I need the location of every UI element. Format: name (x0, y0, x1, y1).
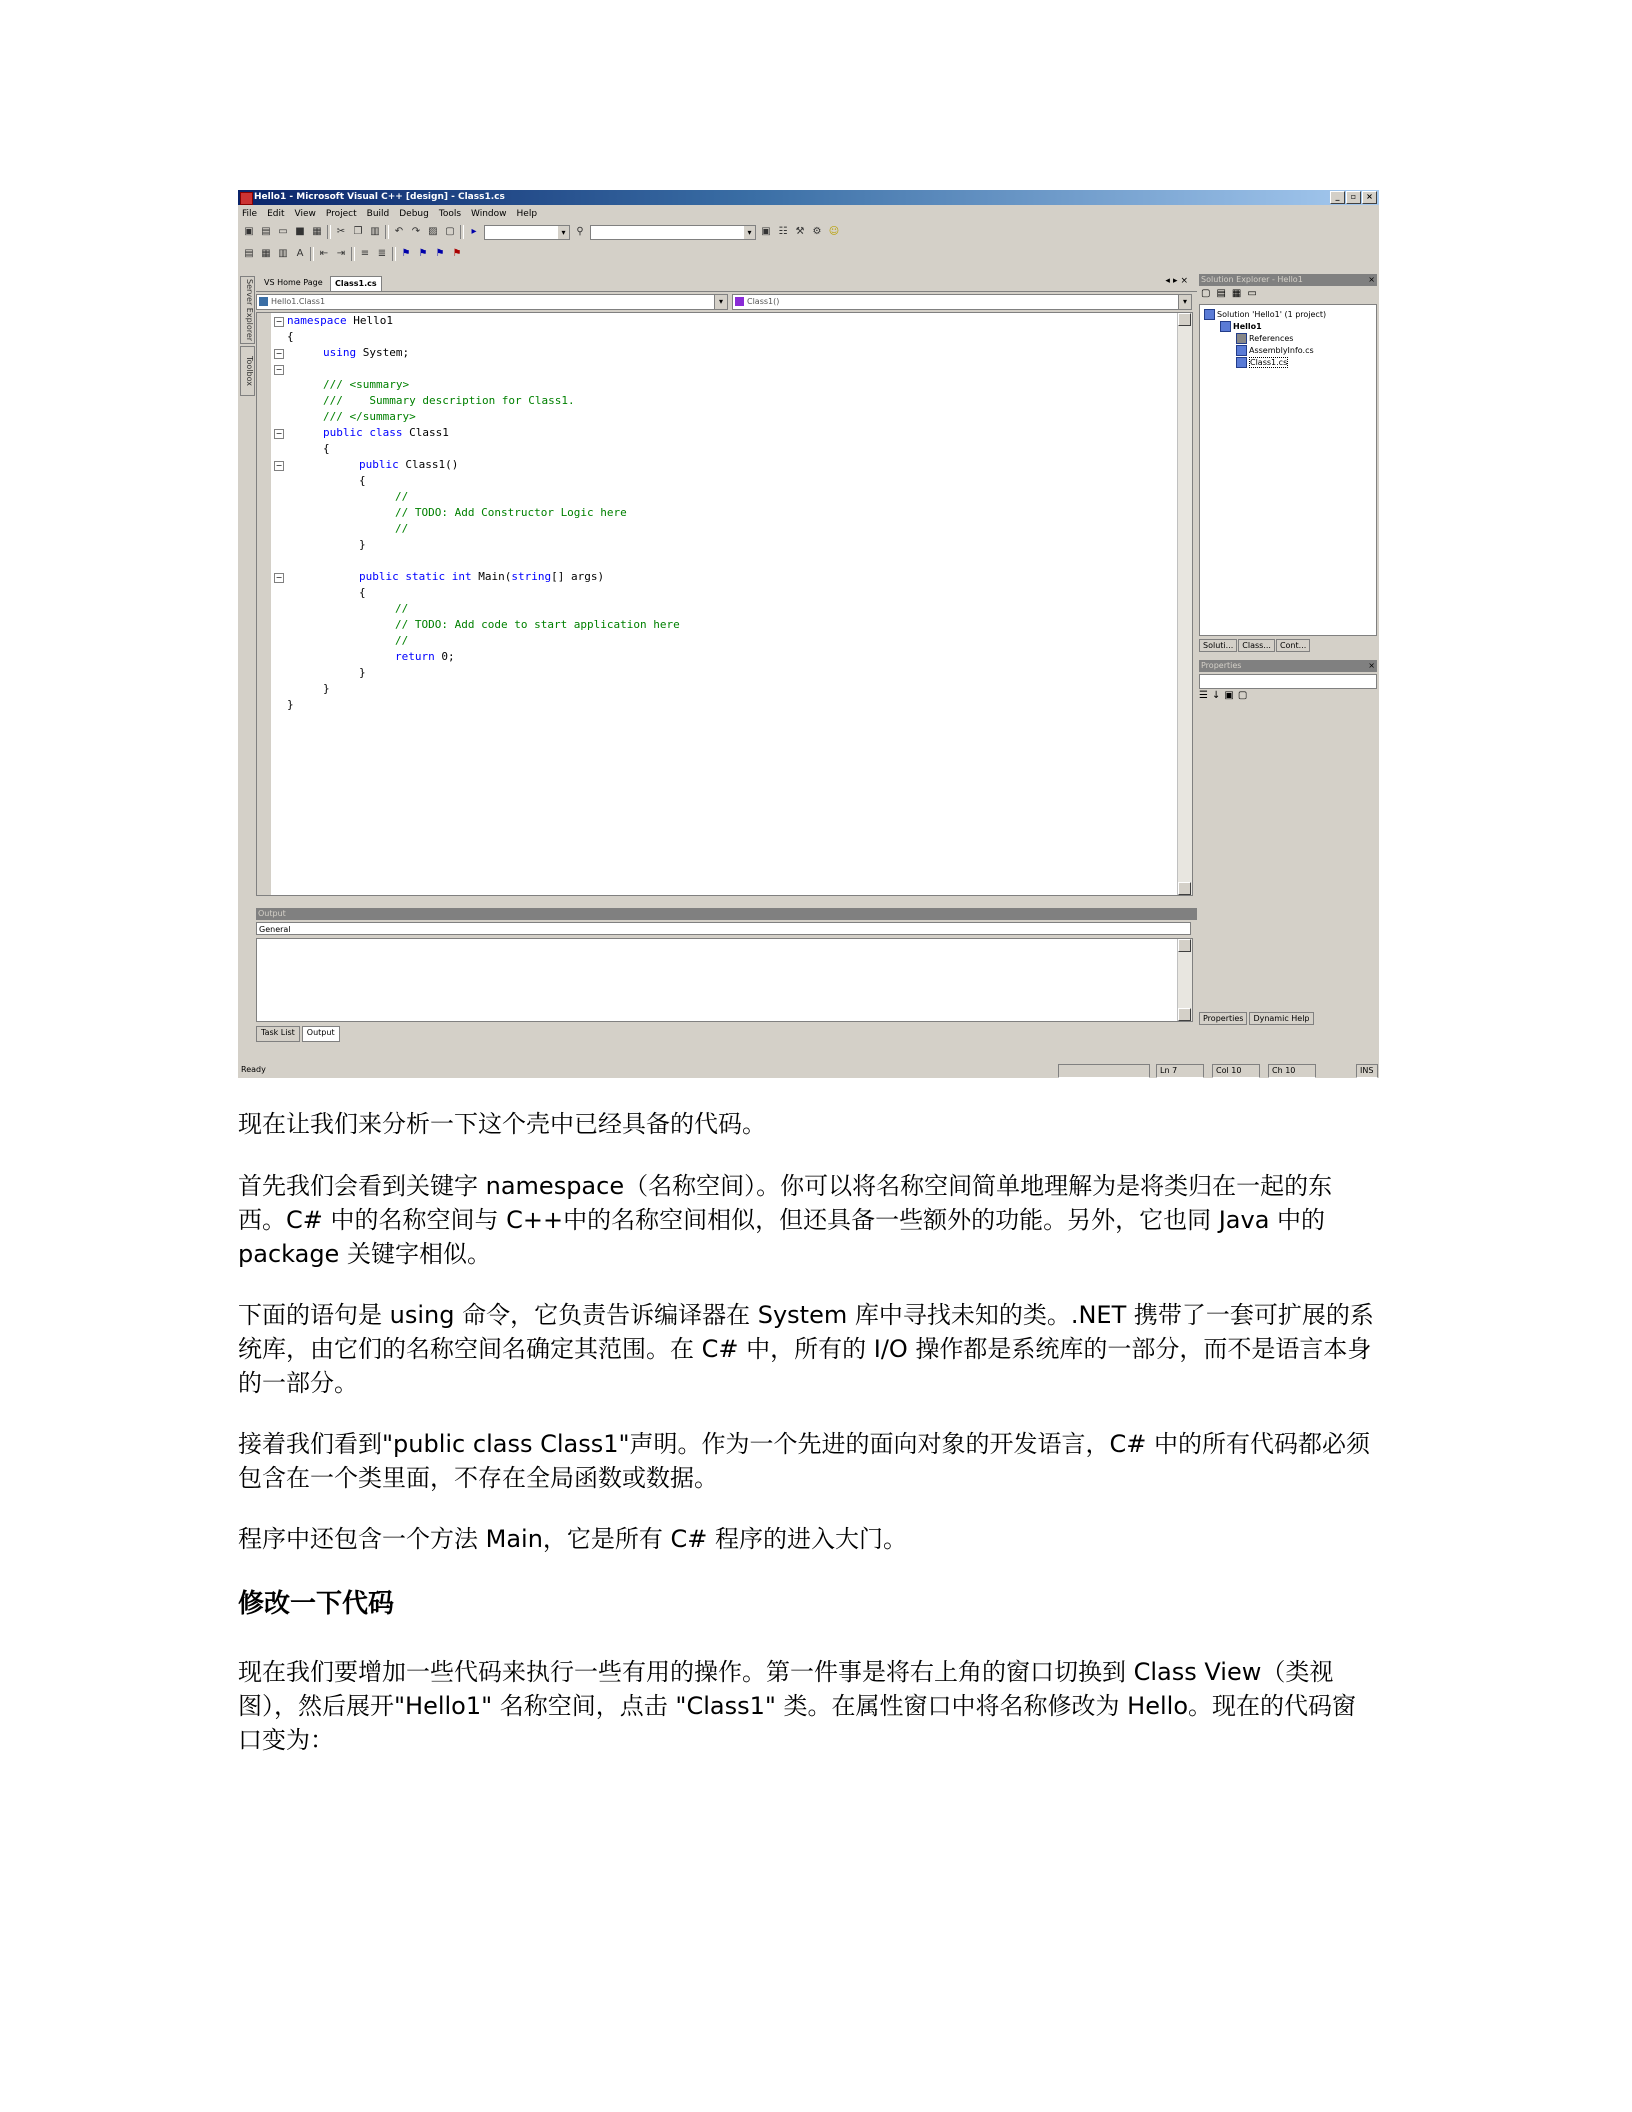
status-char: Ch 10 (1268, 1064, 1316, 1078)
window-title: Hello1 - Microsoft Visual C++ [design] - Class1.cs (254, 192, 505, 202)
ide-screenshot (238, 190, 1379, 1078)
properties-grid[interactable] (1199, 710, 1375, 938)
clear-bookmarks-icon[interactable]: ⚑ (452, 248, 462, 259)
status-column: Col 10 (1212, 1064, 1260, 1078)
categorized-icon[interactable]: ☰ (1199, 690, 1208, 701)
code-line: Hello1 (353, 314, 393, 327)
fold-toggle[interactable]: − (275, 461, 283, 470)
output-window (256, 908, 1197, 1048)
configuration-combo[interactable] (484, 225, 570, 240)
paragraph-2: 首先我们会看到关键字 namespace（名称空间）。你可以将名称空间简单地理解为是将类归在一起的东西。C# 中的名称空间与 C++中的名称空间相似，但还具备一些额外的功能。另外，它也同 Java 中的 package 关键字相似。 (238, 1172, 1333, 1268)
solution-explorer-toolbar (1201, 288, 1257, 299)
class-view-icon[interactable]: ⚙ (812, 226, 822, 237)
document-tabs (256, 274, 1197, 292)
editor-gutter (257, 313, 271, 895)
add-item-icon[interactable]: ▤ (261, 226, 271, 237)
solution-tree (1199, 304, 1377, 636)
method-icon (735, 297, 744, 306)
paste-icon[interactable]: ▥ (370, 226, 380, 237)
find-icon[interactable]: ⚲ (576, 226, 584, 237)
close-icon[interactable]: × (1368, 275, 1375, 284)
properties-toolbar (1199, 690, 1247, 701)
comment-icon[interactable]: ≡ (360, 248, 370, 259)
menu-bar (238, 207, 1379, 221)
tree-item-assemblyinfo[interactable]: AssemblyInfo.cs (1236, 345, 1314, 356)
menu-edit[interactable]: Edit (267, 209, 285, 219)
tab-contents[interactable]: Cont... (1276, 639, 1310, 652)
fold-toggle[interactable]: − (275, 429, 283, 438)
close-button[interactable]: × (1362, 191, 1377, 204)
cut-icon[interactable]: ✂ (336, 226, 346, 237)
references-icon (1236, 333, 1247, 344)
csharp-file-icon (1236, 357, 1247, 368)
refresh-icon[interactable]: ▦ (1231, 288, 1242, 299)
tab-class1-cs[interactable]: Class1.cs (330, 276, 382, 291)
class-icon (259, 297, 268, 306)
open-icon[interactable]: ▭ (278, 226, 288, 237)
alphabetical-icon[interactable]: ↓ (1211, 690, 1221, 701)
new-project-icon[interactable]: ▣ (244, 226, 254, 237)
text-editor-toolbar (238, 244, 1379, 264)
tab-scroll-controls[interactable]: ◂▸× (1165, 276, 1191, 286)
tree-item-class1[interactable]: Class1.cs (1236, 357, 1288, 368)
tab-output[interactable]: Output (302, 1026, 340, 1042)
window-icon[interactable]: ▢ (445, 226, 455, 237)
events-icon[interactable]: ▢ (1237, 690, 1248, 701)
tab-solution-explorer[interactable]: Soluti... (1199, 639, 1237, 652)
properties-window (1199, 660, 1377, 1023)
fold-toggle[interactable]: − (275, 365, 283, 374)
quick-info-icon[interactable]: ▥ (278, 248, 288, 259)
object-selector[interactable] (1199, 674, 1377, 689)
left-tool-strip (238, 274, 256, 1054)
undo-icon[interactable]: ↶ (394, 226, 404, 237)
paragraph-3: 下面的语句是 using 命令，它负责告诉编译器在 System 库中寻找未知的类。.NET 携带了一套可扩展的系统库，由它们的名称空间名确定其范围。在 C# 中，所有的 I/O 操作都是系统库的一部分，而不是语言本身的一部分。 (238, 1301, 1374, 1397)
solution-explorer-icon[interactable]: ▣ (761, 226, 771, 237)
status-mode: INS (1356, 1064, 1378, 1078)
output-title: Output (256, 908, 1197, 920)
maximize-button[interactable]: ▫ (1346, 191, 1361, 204)
toolbox-icon[interactable]: ⚒ (795, 226, 805, 237)
standard-toolbar (238, 222, 1379, 242)
tab-dynamic-help[interactable]: Dynamic Help (1249, 1012, 1313, 1025)
fold-toggle[interactable]: − (275, 349, 283, 358)
parameter-info-icon[interactable]: ▦ (261, 248, 271, 259)
copy-icon[interactable]: ❐ (353, 226, 363, 237)
solution-icon (1204, 309, 1215, 320)
menu-build[interactable]: Build (366, 209, 390, 219)
fold-toggle[interactable]: − (275, 317, 283, 326)
type-dropdown[interactable]: Hello1.Class1 ▾ (256, 294, 728, 310)
save-all-icon[interactable]: ▦ (312, 226, 322, 237)
status-line: Ln 7 (1156, 1064, 1204, 1078)
next-bookmark-icon[interactable]: ⚑ (418, 248, 428, 259)
tab-task-list[interactable]: Task List (256, 1026, 300, 1042)
view-code-icon[interactable]: ▭ (1247, 288, 1257, 299)
output-source-select[interactable]: General (256, 922, 1191, 935)
tab-properties[interactable]: Properties (1199, 1012, 1247, 1025)
toolbox-tab[interactable]: Toolbox (240, 346, 255, 396)
server-explorer-tab[interactable]: Server Explorer (240, 276, 255, 344)
title-bar (238, 190, 1379, 205)
paragraph-6: 现在我们要增加一些代码来执行一些有用的操作。第一件事是将右上角的窗口切换到 Class View（类视图），然后展开"Hello1" 名称空间，点击 "Class1" 类。在属性窗口中将名称修改为 Hello。现在的代码窗口变为： (238, 1658, 1357, 1754)
menu-view[interactable]: View (294, 209, 316, 219)
menu-tools[interactable]: Tools (438, 209, 462, 219)
status-bar (238, 1064, 1379, 1078)
paragraph-4: 接着我们看到"public class Class1"声明。作为一个先进的面向对象的开发语言，C# 中的所有代码都必须包含在一个类里面，不存在全局函数或数据。 (238, 1430, 1371, 1492)
output-vertical-scrollbar[interactable] (1177, 939, 1192, 1021)
start-icon[interactable]: ▸ (471, 226, 477, 237)
code-area[interactable] (256, 312, 1193, 896)
tab-vs-home-page[interactable]: VS Home Page (264, 278, 323, 287)
menu-file[interactable]: File (242, 209, 258, 219)
tree-item-references[interactable]: References (1236, 333, 1293, 344)
paragraph-1: 现在让我们来分析一下这个壳中已经具备的代码。 (238, 1110, 766, 1138)
tree-item-solution[interactable]: Solution 'Hello1' (1 project) (1204, 309, 1326, 320)
outdent-icon[interactable]: ⇤ (319, 248, 329, 259)
tree-item-project[interactable]: Hello1 (1220, 321, 1262, 332)
member-dropdown[interactable]: Class1() ▾ (732, 294, 1192, 310)
property-pages-icon[interactable]: ▣ (1224, 690, 1234, 701)
nav-icon[interactable]: ▨ (428, 226, 438, 237)
properties-icon[interactable]: ▢ (1201, 288, 1211, 299)
project-icon (1220, 321, 1231, 332)
code-editor (256, 274, 1197, 904)
output-pane[interactable] (256, 938, 1193, 1022)
solution-explorer (1199, 274, 1377, 650)
find-combo[interactable] (590, 225, 756, 240)
minimize-button[interactable]: _ (1330, 191, 1345, 204)
solution-explorer-title: Solution Explorer - Hello1 × (1201, 275, 1375, 284)
code-text: namespace Hello1 { using System; /// <summary> /// Summary description for Class1. /// </summary> public class Class1 { public Class1() { // // TODO: Add Constructor Logic here // } public static int Main(string[] args) { // // TODO: Add code to start application here // return 0; } } } (287, 314, 680, 711)
section-heading: 修改一下代码 (238, 1589, 395, 1619)
menu-debug[interactable]: Debug (399, 209, 429, 219)
status-ready: Ready (241, 1065, 266, 1074)
show-all-files-icon[interactable]: ▤ (1216, 288, 1226, 299)
properties-title: Properties × (1201, 661, 1375, 670)
smiley-icon[interactable]: ☺ (828, 226, 840, 237)
tab-class-view[interactable]: Class... (1238, 639, 1275, 652)
editor-vertical-scrollbar[interactable] (1177, 313, 1192, 895)
menu-window[interactable]: Window (471, 209, 507, 219)
save-icon[interactable]: ■ (295, 226, 305, 237)
fold-toggle[interactable]: − (275, 573, 283, 582)
redo-icon[interactable]: ↷ (411, 226, 421, 237)
paragraph-5: 程序中还包含一个方法 Main，它是所有 C# 程序的进入大门。 (238, 1525, 908, 1553)
menu-help[interactable]: Help (516, 209, 538, 219)
status-empty (1058, 1064, 1150, 1078)
prev-bookmark-icon[interactable]: ⚑ (435, 248, 445, 259)
menu-project[interactable]: Project (325, 209, 357, 219)
csharp-file-icon (1236, 345, 1247, 356)
complete-word-icon[interactable]: A (296, 248, 304, 259)
bookmark-icon[interactable]: ⚑ (401, 248, 411, 259)
app-icon (240, 192, 253, 205)
close-icon[interactable]: × (1368, 661, 1375, 670)
indent-icon[interactable]: ⇥ (336, 248, 346, 259)
properties-icon[interactable]: ☷ (778, 226, 788, 237)
object-members-icon[interactable]: ▤ (244, 248, 254, 259)
uncomment-icon[interactable]: ≣ (377, 248, 387, 259)
